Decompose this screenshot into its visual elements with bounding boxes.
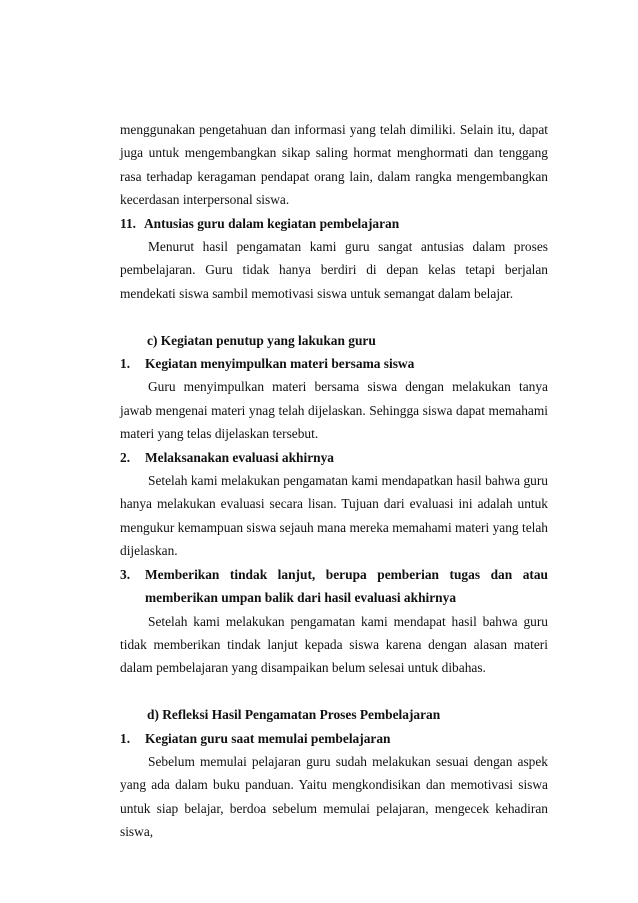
paragraph-refleksi: Sebelum memulai pelajaran guru sudah melakukan sesuai dengan aspek yang ada dalam buku panduan. Yaitu mengkondisikan dan memotivasi siswa untuk siap belajar, berdoa sebelum memulai pelajaran, mengecek kehadiran siswa, (120, 753, 548, 840)
heading-text: Antusias guru dalam kegiatan pembelajaran (144, 215, 400, 231)
spacer (120, 680, 548, 703)
heading-number: 11. (120, 215, 136, 231)
subheading-d: d) Refleksi Hasil Pengamatan Proses Pembelajaran (147, 707, 441, 723)
document-page (120, 118, 548, 844)
heading-text: Kegiatan guru saat memulai pembelajaran (145, 730, 391, 746)
heading-number: 2. (120, 449, 131, 465)
paragraph-menyimpulkan: Guru menyimpulkan materi bersama siswa dengan melakukan tanya jawab mengenai materi ynag telah dijelaskan. Sehingga siswa dapat memahami materi yang telas dijelaskan tersebut. (120, 379, 548, 442)
heading-c3 (120, 563, 548, 610)
paragraph-tindak-lanjut: Setelah kami melakukan pengamatan kami mendapat hasil bahwa guru tidak memberikan tindak lanjut kepada siswa karena dengan alasan materi dalam pembelajaran yang disampaikan belum selesai untuk dibahas. (120, 613, 548, 676)
heading-text: Kegiatan menyimpulkan materi bersama siswa (145, 356, 415, 372)
heading-text: Melaksanakan evaluasi akhirnya (145, 449, 334, 465)
spacer (120, 305, 548, 328)
paragraph-intro: menggunakan pengetahuan dan informasi yang telah dimiliki. Selain itu, dapat juga untuk mengembangkan sikap saling hormat menghormati dan tenggang rasa terhadap keragaman pendapat orang lain, dalam rangka mengembangkan kecerdasan interpersonal siswa. (120, 122, 548, 208)
heading-number: 1. (120, 356, 131, 372)
heading-11 (120, 212, 548, 235)
heading-number: 1. (120, 730, 131, 746)
heading-d1 (120, 727, 548, 750)
heading-text: Memberikan tindak lanjut, berupa pemberian tugas dan atau memberikan umpan balik dari hasil evaluasi akhirnya (145, 566, 548, 606)
heading-number: 3. (120, 566, 131, 582)
heading-c2 (120, 446, 548, 469)
heading-c1 (120, 352, 548, 375)
paragraph-evaluasi: Setelah kami melakukan pengamatan kami mendapatkan hasil bahwa guru hanya melakukan evaluasi secara lisan. Tujuan dari evaluasi ini adalah untuk mengukur kemampuan siswa sejauh mana mereka memahami materi yang telah dijelaskan. (120, 473, 548, 559)
paragraph-antusias: Menurut hasil pengamatan kami guru sangat antusias dalam proses pembelajaran. Guru tidak hanya berdiri di depan kelas tetapi berjalan mendekati siswa sambil memotivasi siswa untuk semangat dalam belajar. (120, 239, 548, 301)
subheading-c: c) Kegiatan penutup yang lakukan guru (147, 332, 376, 348)
